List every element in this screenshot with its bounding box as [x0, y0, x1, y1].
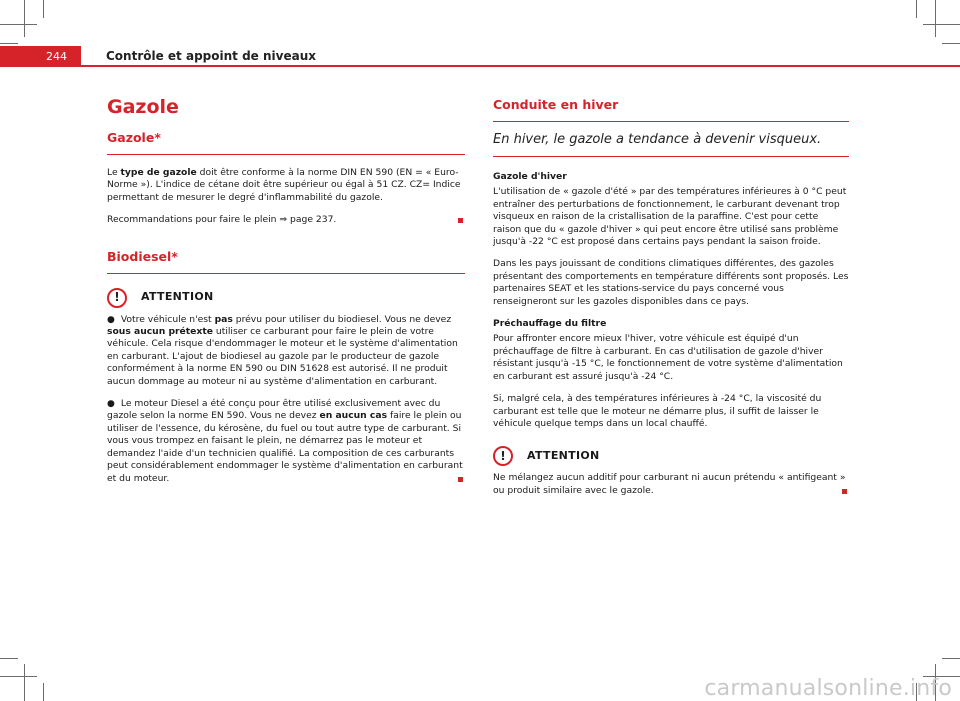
crop-mark — [43, 0, 44, 18]
subheading-winter-diesel: Gazole d'hiver — [493, 171, 567, 182]
section-title-gazole: Gazole* — [107, 130, 465, 155]
crop-mark — [942, 658, 960, 659]
section-end-marker — [842, 489, 847, 494]
crop-mark — [916, 0, 917, 18]
bullet-icon: ● — [107, 399, 115, 410]
crop-mark — [0, 24, 37, 25]
gazole-paragraph: Le type de gazole doit être conforme à la norme DIN EN 590 (EN = « Euro-Norme »). L'indice de cétane doit être supérieur ou égal à 51 CZ. CZ= Indice permettant de mesurer le degré d'inflammabilité du gazole. — [107, 167, 461, 203]
attention-header — [493, 446, 849, 466]
refuel-reference: Recommandations pour faire le plein ⇒ page 237. — [107, 214, 465, 226]
watermark: carmanualsonline.info — [704, 676, 952, 701]
winter-paragraph: Si, malgré cela, à des températures inférieures à -24 °C, la viscosité du carburant est telle que le moteur ne démarre plus, il suffit de laisser le véhicule quelque temps dans un local chauffé. — [493, 393, 822, 429]
warning-bullet: ● Le moteur Diesel a été conçu pour être utilisé exclusivement avec du gazole selon la norme EN 590. Vous ne devez en aucun cas faire le plein ou utiliser de l'essence, du kérosène, du fuel ou tout autre type de carburant. Si vous vous trompez en faisant le plein, ne démarrez pas le moteur et demandez l'aide d'un technicien qualifié. La composition de ces carburants peut considérablement endommager le système d'alimentation en carburant et du moteur. — [107, 398, 463, 484]
warning-bullet: ● Votre véhicule n'est pas prévu pour utiliser du biodiesel. Vous ne devez sous aucun prétexte utiliser ce carburant pour faire le plein de votre véhicule. Cela risque d'endommager le moteur et le système d'alimentation en carburant. L'ajout de biodiesel au gazole par le producteur de gazole conformément à la norme EN 590 ou DIN 51628 est autorisé. Il ne produit aucun dommage au moteur ni au système d'alimentation en carburant. — [107, 313, 458, 387]
page-number: 244 — [0, 46, 81, 67]
attention-header — [107, 288, 465, 308]
crop-mark — [942, 43, 960, 44]
chapter-heading: Gazole — [107, 96, 179, 118]
attention-label: ATTENTION — [527, 449, 600, 463]
section-title-winter: Conduite en hiver — [493, 97, 849, 122]
left-column — [107, 96, 465, 495]
warning-icon: ! — [107, 288, 127, 308]
crop-mark — [923, 24, 960, 25]
attention-text: Ne mélangez aucun additif pour carburant ni aucun prétendu « antifigeant » ou produit similaire avec le gazole. — [493, 472, 846, 496]
section-title-biodiesel: Biodiesel* — [107, 249, 465, 274]
winter-paragraph: Pour affronter encore mieux l'hiver, votre véhicule est équipé d'un préchauffage de filtre à carburant. En cas d'utilisation de gazole d'hiver résistant jusqu'à -15 °C, le fonctionnement de votre système d'alimentation en carburant est assuré jusqu'à -24 °C. — [493, 333, 843, 382]
bullet-icon: ● — [107, 314, 115, 325]
crop-mark — [24, 664, 25, 701]
crop-mark — [0, 658, 18, 659]
crop-mark — [43, 683, 44, 701]
crop-mark — [0, 676, 37, 677]
subheading-filter-preheat: Préchauffage du filtre — [493, 318, 607, 330]
right-column — [493, 97, 849, 507]
crop-mark — [935, 0, 936, 37]
attention-label: ATTENTION — [141, 290, 214, 304]
crop-mark — [24, 0, 25, 37]
section-end-marker — [458, 218, 463, 223]
running-header-title: Contrôle et appoint de niveaux — [106, 49, 316, 63]
crop-mark — [0, 43, 18, 44]
section-end-marker — [458, 477, 463, 482]
header-rule — [81, 65, 960, 67]
section-intro: En hiver, le gazole a tendance à devenir visqueux. — [493, 132, 849, 157]
winter-paragraph: Dans les pays jouissant de conditions climatiques différentes, des gazoles présentant des comportements en température différents sont proposés. Les partenaires SEAT et les stations-service du pays concerné vous renseigneront sur les gazoles disponibles dans ce pays. — [493, 258, 849, 307]
winter-paragraph: L'utilisation de « gazole d'été » par des températures inférieures à 0 °C peut entraîner des perturbations de fonctionnement, le carburant devenant trop visqueux en raison de la cristallisation de la paraffine. C'est pour cette raison que du « gazole d'hiver » qui peut encore être utilisé sans problème jusqu'à -22 °C est proposé dans certains pays pendant la saison froide. — [493, 186, 847, 248]
warning-icon: ! — [493, 446, 513, 466]
